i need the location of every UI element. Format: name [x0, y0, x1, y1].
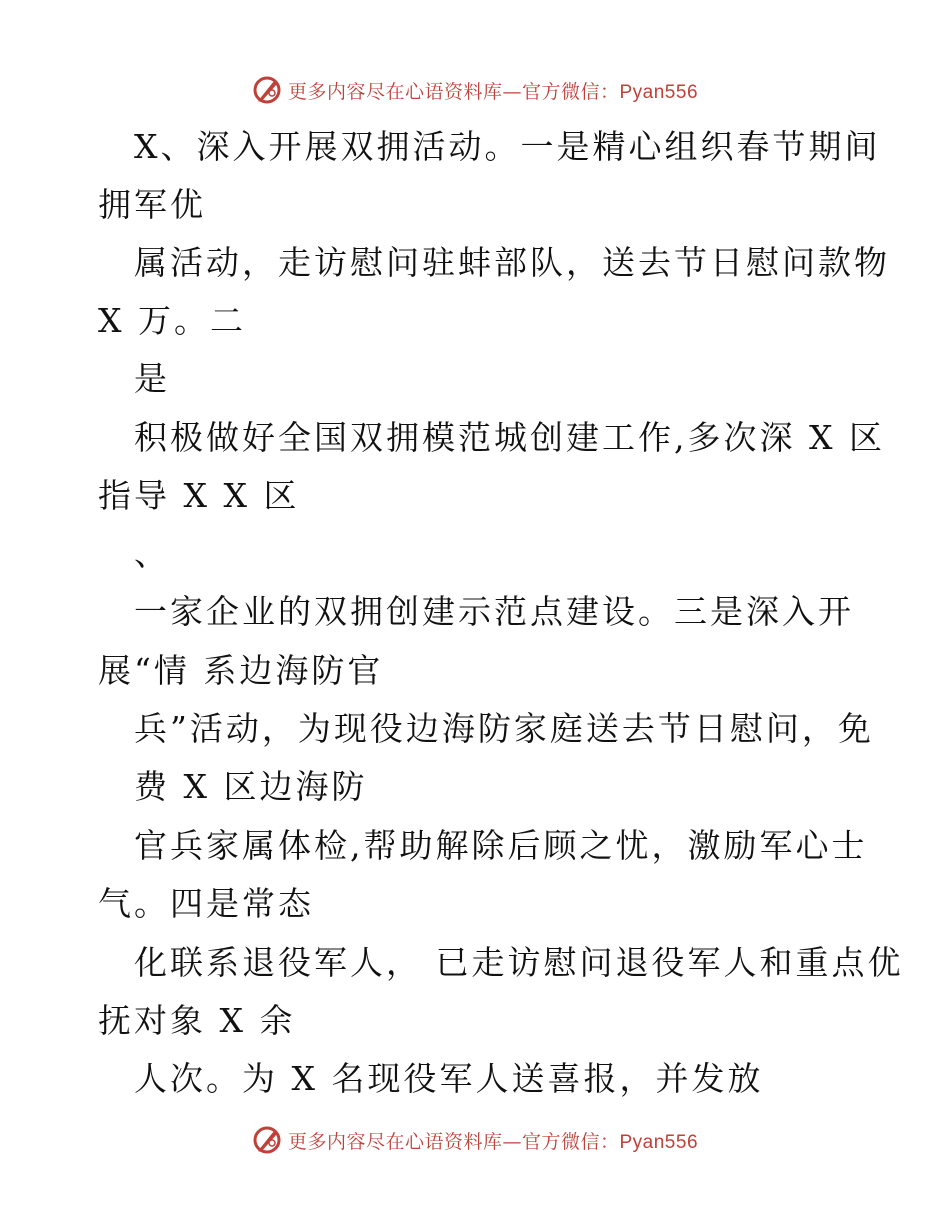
body-line-9: 一家企业的双拥创建示范点建设。三是深入开 [134, 592, 854, 631]
header-banner-label: 更多内容尽在心语资料库—官方微信： [287, 80, 620, 103]
body-line-6: 积极做好全国双拥模范城创建工作,多次深 X 区 [134, 418, 885, 457]
body-line-11: 兵”活动，为现役边海防家庭送去节日慰问，免 [134, 709, 874, 748]
header-banner-text [288, 77, 698, 104]
body-line-16: 抚对象 X 余 [98, 1001, 296, 1040]
quill-logo-icon [252, 75, 282, 105]
body-line-3: 属活动，走访慰问驻蚌部队，送去节日慰问款物 [134, 243, 890, 282]
header-banner [0, 70, 950, 110]
footer-banner-label: 更多内容尽在心语资料库—官方微信： [287, 1130, 620, 1153]
body-line-15: 化联系退役军人， 已走访慰问退役军人和重点优 [134, 943, 904, 982]
body-line-10: 展“情 系边海防官 [98, 651, 384, 690]
footer-banner-text [288, 1127, 698, 1154]
body-line-2: 拥军优 [98, 185, 206, 224]
body-line-12: 费 X 区边海防 [134, 767, 368, 806]
body-line-7: 指导 X X 区 [98, 476, 300, 515]
body-line-1: X、深入开展双拥活动。一是精心组织春节期间 [134, 127, 881, 166]
body-line-14: 气。四是常态 [98, 884, 314, 923]
body-line-5: 是 [134, 359, 170, 398]
body-line-17: 人次。为 X 名现役军人送喜报，并发放 [134, 1059, 764, 1098]
body-line-8: 、 [134, 534, 170, 573]
footer-banner-id: Pyan556 [619, 1131, 699, 1153]
header-banner-id: Pyan556 [619, 81, 699, 103]
body-line-4: X 万。二 [98, 301, 246, 340]
footer-banner [0, 1120, 950, 1160]
quill-logo-icon [252, 1125, 282, 1155]
body-line-13: 官兵家属体检,帮助解除后顾之忧，激励军心士 [134, 826, 868, 865]
